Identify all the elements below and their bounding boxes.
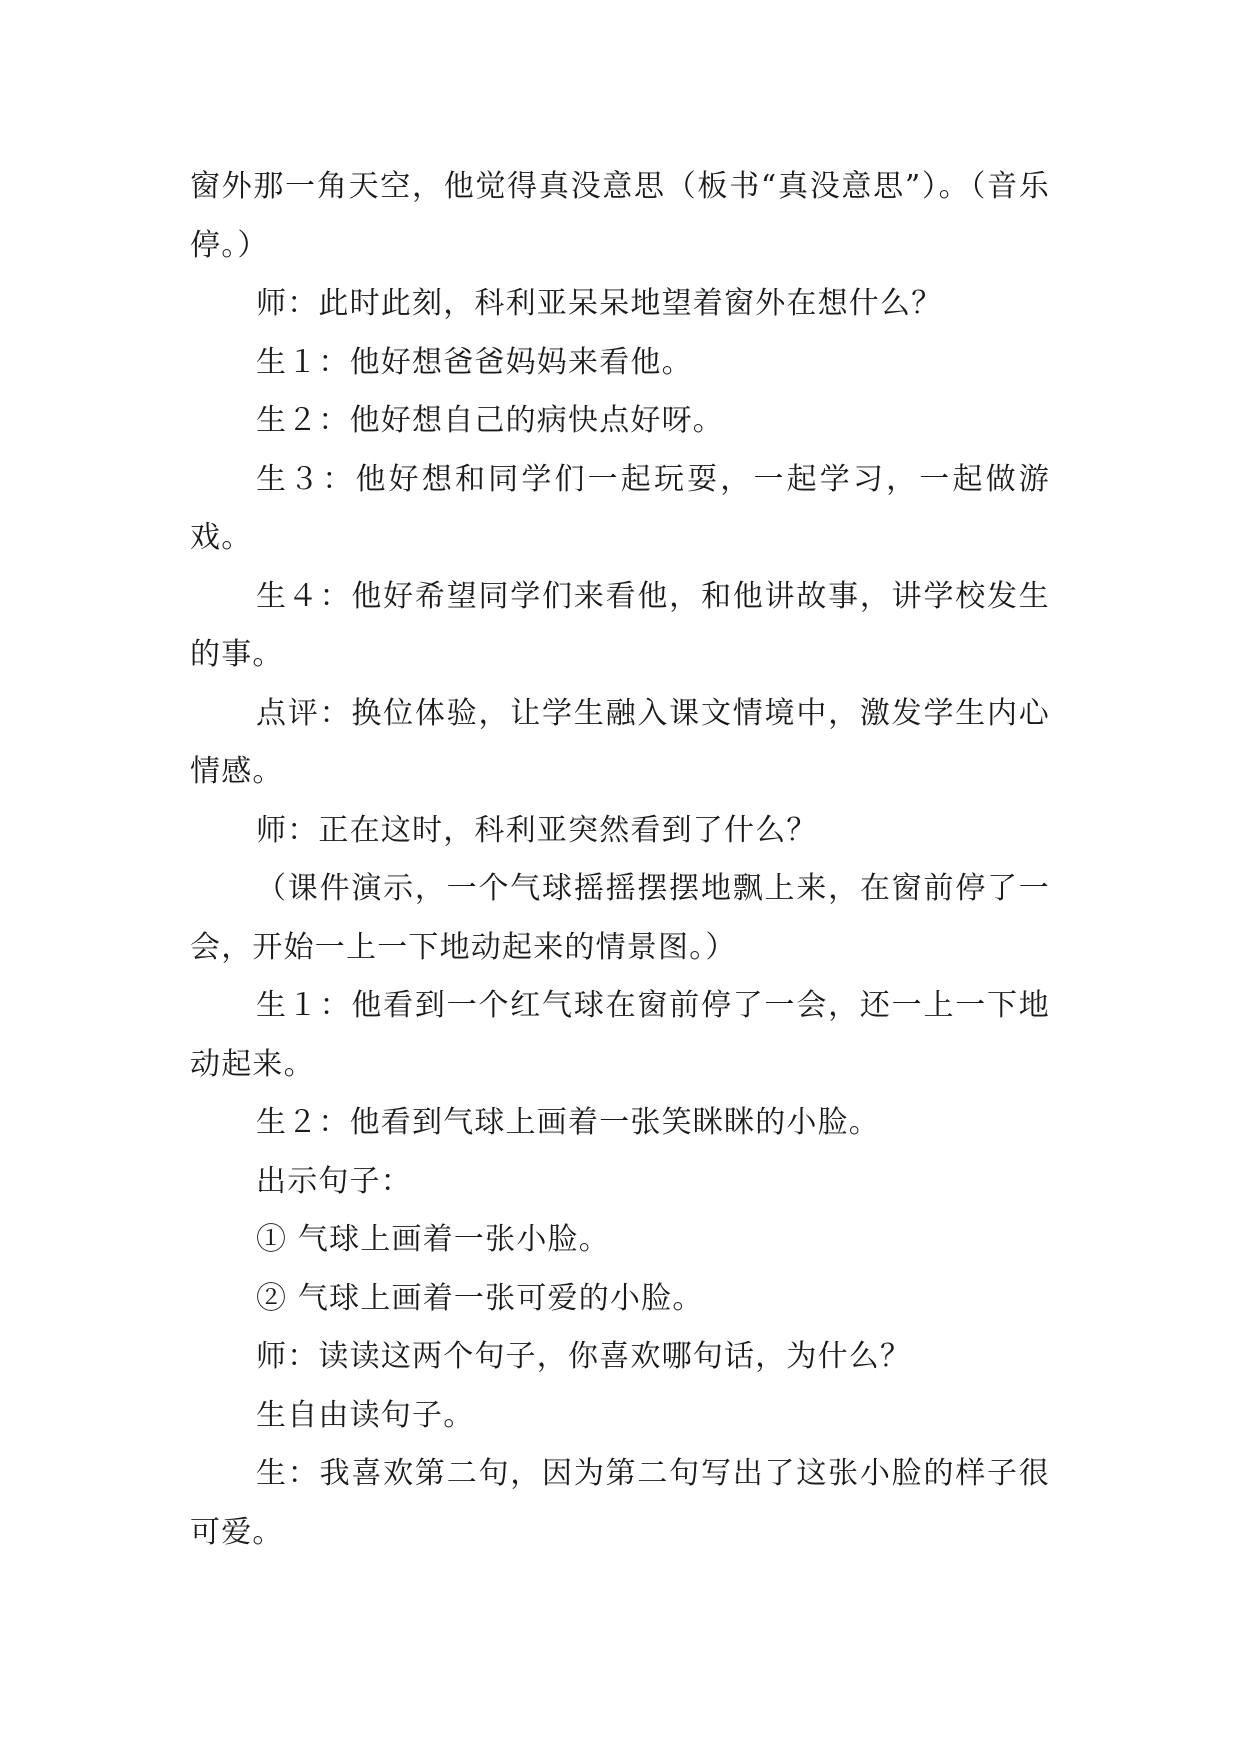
paragraph-free-reading: 生自由读句子。 xyxy=(256,1397,475,1433)
paragraph-continuation: 窗外那一角天空，他觉得真没意思（板书“真没意思”）。（音乐停。） xyxy=(190,169,1050,263)
paragraph-student-answer-2: 生２：他看到气球上画着一张笑眯眯的小脸。 xyxy=(256,1105,880,1140)
paragraph-student-4: 生４：他好希望同学们来看他，和他讲故事，讲学校发生的事。 xyxy=(190,578,1050,672)
paragraph-courseware-note: （课件演示，一个气球摇摇摆摆地飘上来，在窗前停了一会，开始一上一下地动起来的情景图。） xyxy=(190,871,1050,965)
paragraph-comment: 点评：换位体验，让学生融入课文情境中，激发学生内心情感。 xyxy=(190,695,1050,789)
paragraph-sentence-2: ② 气球上画着一张可爱的小脸。 xyxy=(256,1280,704,1316)
document-body xyxy=(190,158,1050,1562)
paragraph-student-answer-1: 生１：他看到一个红气球在窗前停了一会，还一上一下地动起来。 xyxy=(190,988,1050,1082)
paragraph-student-1: 生１：他好想爸爸妈妈来看他。 xyxy=(256,344,693,380)
paragraph-teacher-question-3: 师：读读这两个句子，你喜欢哪句话，为什么？ xyxy=(256,1339,912,1374)
paragraph-teacher-question-2: 师：正在这时，科利亚突然看到了什么？ xyxy=(256,812,818,848)
paragraph-teacher-question: 师：此时此刻，科利亚呆呆地望着窗外在想什么？ xyxy=(256,286,943,321)
paragraph-sentence-1: ① 气球上画着一张小脸。 xyxy=(256,1222,610,1257)
paragraph-student-2: 生２：他好想自己的病快点好呀。 xyxy=(256,403,724,438)
paragraph-student-preference: 生：我喜欢第二句，因为第二句写出了这张小脸的样子很可爱。 xyxy=(190,1456,1050,1550)
paragraph-student-3: 生３：他好想和同学们一起玩耍，一起学习，一起做游戏。 xyxy=(190,461,1050,555)
paragraph-show-sentences: 出示句子： xyxy=(256,1163,412,1199)
